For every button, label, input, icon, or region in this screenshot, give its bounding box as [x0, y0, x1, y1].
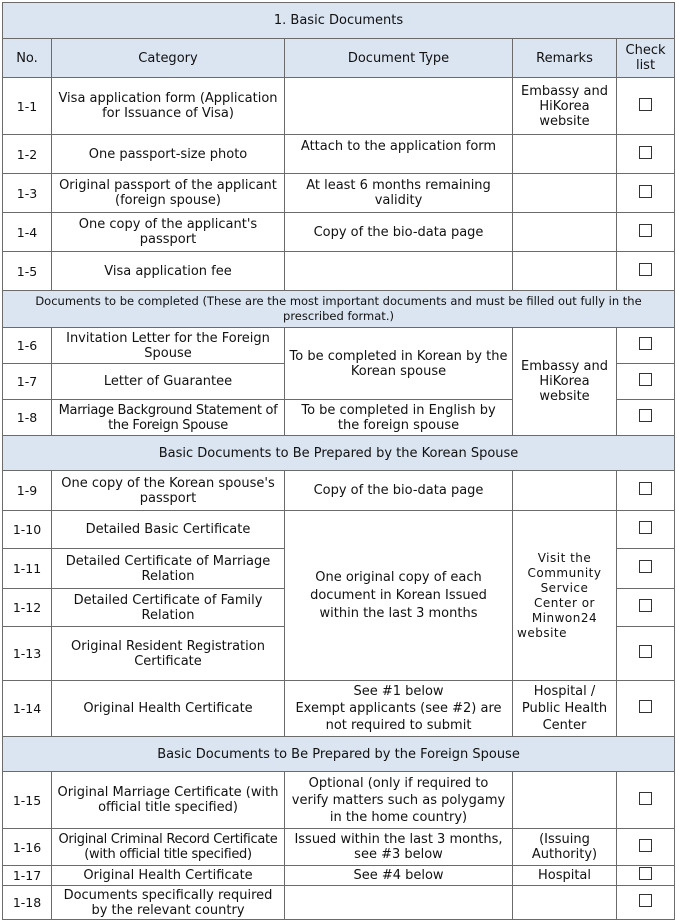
- row-document-type: At least 6 months remaining validity: [285, 174, 513, 213]
- row-document-type: Copy of the bio-data page: [285, 213, 513, 252]
- checkbox[interactable]: [639, 560, 652, 573]
- row-check: [617, 886, 675, 920]
- row-number: 1-15: [3, 772, 52, 829]
- table-row: [3, 471, 675, 511]
- row-remarks: Hospital / Public Health Center: [513, 681, 617, 737]
- table-row: [3, 772, 675, 829]
- section-title: 1. Basic Documents: [3, 3, 675, 39]
- doc-type-line: Exempt applicants (see #2) are not required to submit: [295, 701, 502, 733]
- row-number: 1-18: [3, 886, 52, 920]
- row-document-type: To be completed in English by the foreign spouse: [285, 400, 513, 436]
- row-category: One copy of the Korean spouse's passport: [52, 471, 285, 511]
- checkbox[interactable]: [639, 185, 652, 198]
- row-check: [617, 829, 675, 866]
- row-category: Original Marriage Certificate (with official title specified): [52, 772, 285, 829]
- checkbox[interactable]: [639, 482, 652, 495]
- row-remarks: Embassy and HiKorea website: [513, 328, 617, 436]
- table-row: [3, 135, 675, 174]
- row-check: [617, 681, 675, 737]
- checkbox[interactable]: [639, 645, 652, 658]
- row-number: 1-17: [3, 866, 52, 886]
- row-remarks: [513, 174, 617, 213]
- checkbox[interactable]: [639, 337, 652, 350]
- header-document-type: Document Type: [285, 39, 513, 78]
- row-document-type: [285, 252, 513, 291]
- row-category: Detailed Certificate of Family Relation: [52, 589, 285, 627]
- row-remarks: [513, 213, 617, 252]
- table-row: [3, 174, 675, 213]
- checkbox[interactable]: [639, 839, 652, 852]
- row-number: 1-7: [3, 364, 52, 400]
- row-check: [617, 866, 675, 886]
- row-category: Letter of Guarantee: [52, 364, 285, 400]
- row-document-type: Copy of the bio-data page: [285, 471, 513, 511]
- checkbox[interactable]: [639, 599, 652, 612]
- table-row: [3, 829, 675, 866]
- section-title: Basic Documents to Be Prepared by the Korean Spouse: [3, 436, 675, 471]
- table-row: [3, 866, 675, 886]
- row-check: [617, 78, 675, 135]
- row-number: 1-16: [3, 829, 52, 866]
- row-category: Original passport of the applicant (foreign spouse): [52, 174, 285, 213]
- checkbox[interactable]: [639, 792, 652, 805]
- row-check: [617, 511, 675, 549]
- row-category: Original Resident Registration Certificate: [52, 627, 285, 681]
- row-number: 1-13: [3, 627, 52, 681]
- row-category: Original Health Certificate: [52, 681, 285, 737]
- checkbox[interactable]: [639, 373, 652, 386]
- row-check: [617, 772, 675, 829]
- row-document-type: See #4 below: [285, 866, 513, 886]
- row-category: One copy of the applicant's passport: [52, 213, 285, 252]
- row-number: 1-12: [3, 589, 52, 627]
- row-document-type: To be completed in Korean by the Korean spouse: [285, 328, 513, 400]
- row-document-type: One original copy of each document in Korean Issued within the last 3 months: [285, 511, 513, 681]
- row-document-type: [285, 681, 513, 737]
- header-remarks: Remarks: [513, 39, 617, 78]
- section-note: [3, 291, 675, 328]
- row-remarks: Embassy and HiKorea website: [513, 78, 617, 135]
- checkbox[interactable]: [639, 146, 652, 159]
- row-remarks: Visit the Community Service Center or Minwon24 website: [513, 511, 617, 681]
- row-category: Original Health Certificate: [52, 866, 285, 886]
- row-category: Visa application fee: [52, 252, 285, 291]
- checkbox[interactable]: [639, 867, 652, 880]
- checkbox[interactable]: [639, 521, 652, 534]
- row-document-type: Optional (only if required to verify matters such as polygamy in the home country): [285, 772, 513, 829]
- row-number: 1-8: [3, 400, 52, 436]
- row-document-type: Issued within the last 3 months, see #3 below: [285, 829, 513, 866]
- row-check: [617, 627, 675, 681]
- section-korean-spouse: [3, 436, 675, 471]
- doc-type-line: See #1 below: [353, 684, 444, 699]
- row-category: Detailed Certificate of Marriage Relation: [52, 549, 285, 589]
- table-row: [3, 886, 675, 920]
- row-document-type: Attach to the application form: [285, 135, 513, 174]
- row-check: [617, 328, 675, 364]
- row-number: 1-6: [3, 328, 52, 364]
- row-remarks: (Issuing Authority): [513, 829, 617, 866]
- checkbox[interactable]: [639, 700, 652, 713]
- table-row: [3, 511, 675, 549]
- row-category: Documents specifically required by the relevant country: [52, 886, 285, 920]
- row-document-type: [285, 886, 513, 920]
- row-category: Detailed Basic Certificate: [52, 511, 285, 549]
- table-row: [3, 78, 675, 135]
- checkbox[interactable]: [639, 98, 652, 111]
- header-check-list: Check list: [617, 39, 675, 78]
- row-number: 1-5: [3, 252, 52, 291]
- row-check: [617, 400, 675, 436]
- row-check: [617, 589, 675, 627]
- documents-table: [2, 2, 675, 920]
- table-row: [3, 328, 675, 364]
- row-number: 1-2: [3, 135, 52, 174]
- row-number: 1-11: [3, 549, 52, 589]
- table-row: [3, 213, 675, 252]
- header-row: [3, 39, 675, 78]
- row-number: 1-1: [3, 78, 52, 135]
- row-remarks: [513, 886, 617, 920]
- header-no: No.: [3, 39, 52, 78]
- table-row: [3, 681, 675, 737]
- checkbox[interactable]: [639, 894, 652, 907]
- row-category: One passport-size photo: [52, 135, 285, 174]
- row-check: [617, 549, 675, 589]
- section-title: Basic Documents to Be Prepared by the Foreign Spouse: [3, 737, 675, 772]
- row-remarks: [513, 135, 617, 174]
- row-check: [617, 135, 675, 174]
- checkbox[interactable]: [639, 263, 652, 276]
- section-basic-documents: [3, 3, 675, 39]
- table-row: [3, 252, 675, 291]
- row-check: [617, 213, 675, 252]
- section-foreign-spouse: [3, 737, 675, 772]
- row-number: 1-9: [3, 471, 52, 511]
- checkbox[interactable]: [639, 224, 652, 237]
- row-number: 1-10: [3, 511, 52, 549]
- row-remarks: [513, 772, 617, 829]
- row-number: 1-4: [3, 213, 52, 252]
- section-note-text: Documents to be completed (These are the most important documents and must be filled out fully in the prescribed format.): [3, 291, 675, 328]
- row-remarks: [513, 471, 617, 511]
- row-check: [617, 471, 675, 511]
- row-document-type: [285, 78, 513, 135]
- row-number: 1-14: [3, 681, 52, 737]
- row-category: Original Criminal Record Certificate (with official title specified): [52, 829, 285, 866]
- row-category: Invitation Letter for the Foreign Spouse: [52, 328, 285, 364]
- row-check: [617, 174, 675, 213]
- row-remarks: [513, 252, 617, 291]
- row-check: [617, 364, 675, 400]
- row-remarks: Hospital: [513, 866, 617, 886]
- row-category: Marriage Background Statement of the Foreign Spouse: [52, 400, 285, 436]
- row-check: [617, 252, 675, 291]
- header-category: Category: [52, 39, 285, 78]
- checkbox[interactable]: [639, 409, 652, 422]
- row-number: 1-3: [3, 174, 52, 213]
- row-category: Visa application form (Application for Issuance of Visa): [52, 78, 285, 135]
